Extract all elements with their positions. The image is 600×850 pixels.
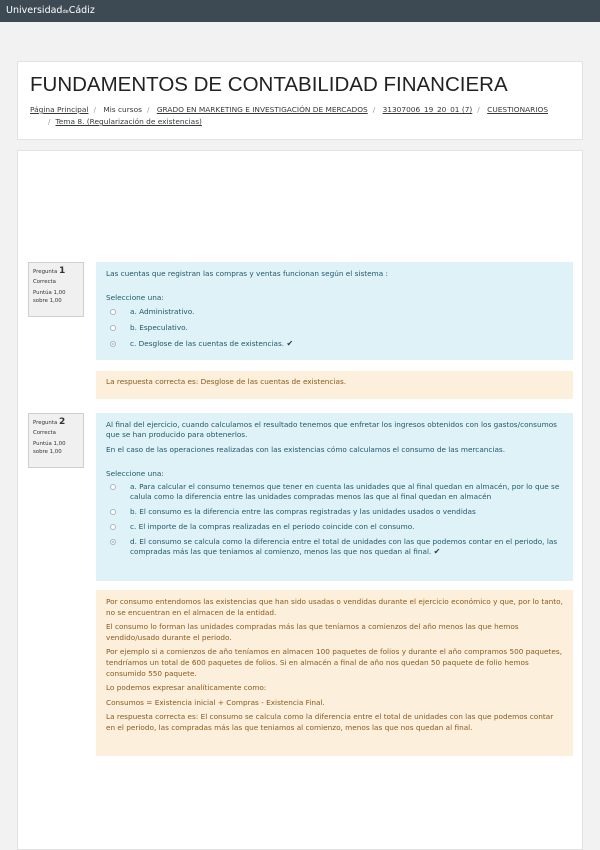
radio-button[interactable]	[110, 484, 116, 490]
feedback-paragraph: Lo podemos expresar analíticamente como:	[106, 683, 267, 693]
page-header	[17, 61, 583, 140]
question-grade: Puntúa 1,00 sobre 1,00	[33, 441, 66, 455]
answer-option-b[interactable]: b. Especulativo.	[106, 323, 563, 333]
feedback-paragraph: Por consumo entendomos las existencias que han sido usadas o vendidas durante el ejercicio económico y que, por lo tanto, no se encuentran en el almacen de la entidad.	[106, 597, 563, 617]
question-content-1	[96, 262, 573, 360]
question-text: Al final del ejercicio, cuando calculamos el resultado tenemos que enfretar los ingresos obtenidos con los gastos/consumos que se han producido para obtenerlos.	[106, 420, 557, 439]
question-state: Correcta	[33, 279, 56, 285]
breadcrumb-quizzes[interactable]: CUESTIONARIOS	[487, 105, 549, 114]
answer-option-c[interactable]: c. El importe de la compras realizadas en el periodo coincide con el consumo.	[106, 522, 563, 532]
site-logo[interactable]: UniversidaddeCádiz	[6, 5, 95, 16]
question-text: Las cuentas que registran las compras y ventas funcionan según el sistema :	[106, 269, 388, 278]
select-prompt: Seleccione una:	[106, 293, 164, 302]
question-number: 1	[58, 266, 66, 276]
question-content-2	[96, 413, 573, 581]
question-info-1: Pregunta 1 Correcta Puntúa 1,00 sobre 1,00	[28, 262, 84, 317]
answer-option-d[interactable]: d. El consumo se calcula como la diferencia entre el total de unidades con las que podemos contar en el periodo, las compradas más las que teniamos al comienzo, menos las que nos quedan al final. ✔	[106, 537, 563, 557]
correct-answer-text: La respuesta correcta es: El consumo se calcula como la diferencia entre el total de unidades con las que podemos contar en el periodo, las compradas más las que teniamos al comienzo, menos las que nos quedan al final.	[106, 712, 554, 732]
answer-option-b[interactable]: b. El consumo es la diferencia entre las compras registradas y las unidades usados o vendidas	[106, 507, 563, 517]
correct-answer-text: La respuesta correcta es: Desglose de las cuentas de existencias.	[106, 377, 347, 386]
radio-button[interactable]	[110, 509, 116, 515]
question-grade: Puntúa 1,00 sobre 1,00	[33, 290, 66, 304]
radio-button[interactable]	[110, 325, 116, 331]
check-icon: ✔	[433, 547, 441, 556]
feedback-formula: Consumos = Existencia inicial + Compras - Existencia Final.	[106, 697, 325, 707]
breadcrumb-my-courses: Mis cursos	[103, 105, 142, 114]
answer-option-c[interactable]: c. Desglose de las cuentas de existencias. ✔	[106, 339, 563, 349]
answer-option-a[interactable]: a. Administrativo.	[106, 307, 563, 317]
breadcrumb-home[interactable]: Página Principal	[30, 105, 89, 114]
page-title: FUNDAMENTOS DE CONTABILIDAD FINANCIERA	[30, 73, 508, 96]
answer-option-a[interactable]: a. Para calcular el consumo tenemos que tener en cuenta las unidades que al final quedan en almacén, por lo que se calula como la diferencia entre las unidades compradas menos las que al final quedan en almacén	[106, 482, 563, 502]
feedback-1	[96, 371, 573, 399]
check-icon: ✔	[286, 339, 294, 348]
breadcrumb-degree[interactable]: GRADO EN MARKETING E INVESTIGACIÓN DE MERCADOS	[156, 105, 368, 114]
select-prompt: Seleccione una:	[106, 469, 164, 478]
question-number: 2	[58, 417, 66, 427]
radio-button-selected[interactable]	[110, 539, 116, 545]
radio-button[interactable]	[110, 309, 116, 315]
breadcrumb: Página Principal / Mis cursos / GRADO EN MARKETING E INVESTIGACIÓN DE MERCADOS / 31307006_19_20_01 (7) / CUESTIONARIOS / Tema 8. (Regularización de existencias)	[30, 105, 549, 126]
site-header	[0, 0, 600, 22]
breadcrumb-topic[interactable]: Tema 8. (Regularización de existencias)	[55, 117, 202, 126]
feedback-paragraph: Por ejemplo si a comienzos de año teníamos en almacen 100 paquetes de folios y durante el año compramos 500 paquetes, tendríamos un total de 600 paquetes de folios. Si en almacén a final de año nos quedan 50 paquete de folio hemos consumido 550 paquete.	[106, 647, 563, 678]
question-info-2: Pregunta 2 Correcta Puntúa 1,00 sobre 1,00	[28, 413, 84, 468]
feedback-2	[96, 590, 573, 756]
radio-button-selected[interactable]	[110, 341, 116, 347]
question-text-2: En el caso de las operaciones realizadas con las existencias cómo calculamos el consumo de las mercancias.	[106, 445, 506, 454]
radio-button[interactable]	[110, 524, 116, 530]
feedback-paragraph: El consumo lo forman las unidades compradas más las que teníamos a comienzos del año menos las que hemos vendido/usado durante el periodo.	[106, 622, 519, 642]
question-state: Correcta	[33, 430, 56, 436]
breadcrumb-course-code[interactable]: 31307006_19_20_01 (7)	[382, 105, 473, 114]
